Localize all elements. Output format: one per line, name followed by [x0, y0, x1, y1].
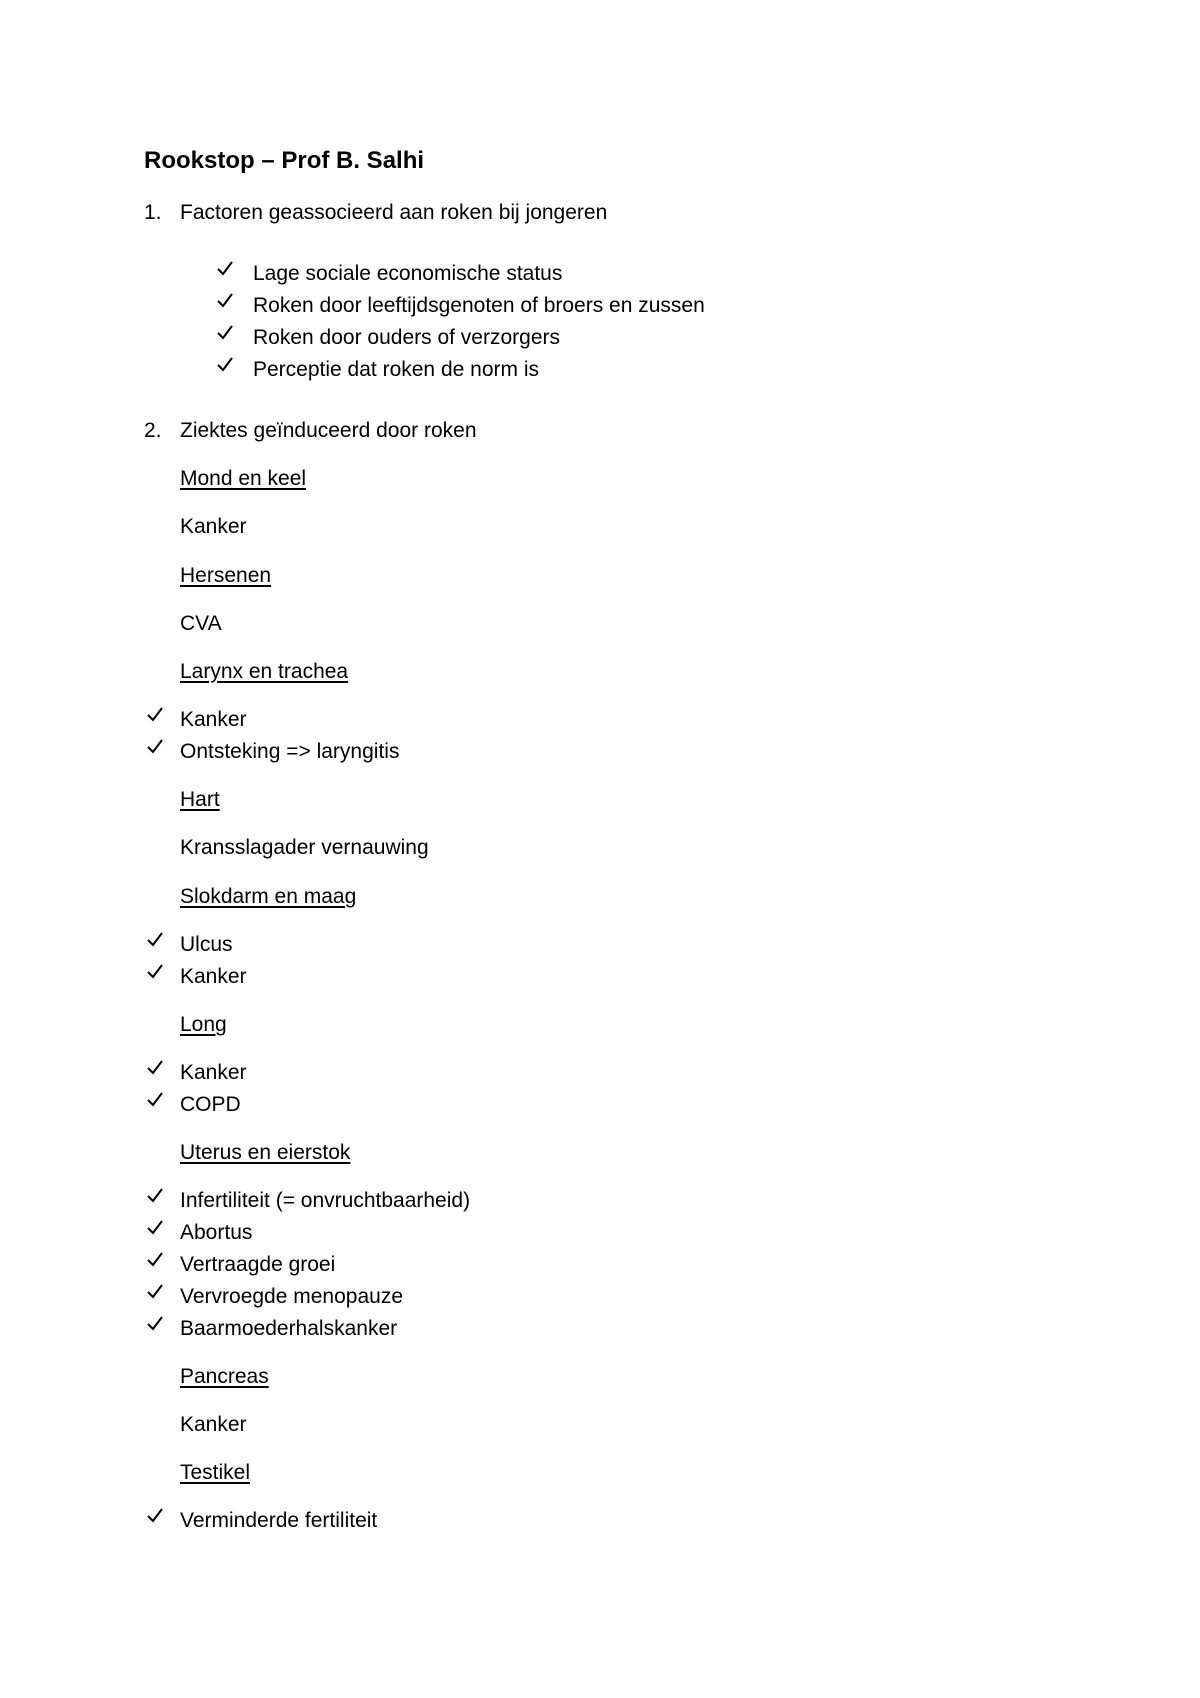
- group-heading: Slokdarm en maag: [180, 885, 357, 908]
- group-heading: Larynx en trachea: [180, 660, 349, 683]
- group-heading: Pancreas: [180, 1365, 269, 1388]
- group-heading: Hart: [180, 788, 220, 811]
- list-item: COPD: [180, 1093, 241, 1116]
- list-item: Roken door ouders of verzorgers: [253, 326, 560, 349]
- checkmark-icon: [216, 323, 234, 341]
- group-text: CVA: [180, 612, 222, 635]
- list-item: Ontsteking => laryngitis: [180, 740, 400, 763]
- list-item: Kanker: [180, 1061, 247, 1084]
- checkmark-icon: [216, 259, 234, 277]
- list-item: Vertraagde groei: [180, 1253, 336, 1276]
- list-item: Baarmoederhalskanker: [180, 1317, 398, 1340]
- group-text: Kanker: [180, 515, 247, 538]
- checkmark-icon: [146, 1250, 164, 1268]
- list-item: Lage sociale economische status: [253, 262, 563, 285]
- group-heading: Hersenen: [180, 564, 272, 587]
- list-item: Kanker: [180, 965, 247, 988]
- list-item: Abortus: [180, 1221, 253, 1244]
- page-title: Rookstop – Prof B. Salhi: [144, 147, 425, 174]
- checkmark-icon: [146, 1282, 164, 1300]
- section-heading: Ziektes geïnduceerd door roken: [180, 419, 477, 442]
- list-item: Vervroegde menopauze: [180, 1285, 403, 1308]
- group-text: Kransslagader vernauwing: [180, 836, 429, 859]
- checkmark-icon: [146, 705, 164, 723]
- list-item: Ulcus: [180, 933, 233, 956]
- checkmark-icon: [146, 930, 164, 948]
- checkmark-icon: [216, 291, 234, 309]
- checkmark-icon: [146, 1218, 164, 1236]
- checkmark-icon: [146, 1186, 164, 1204]
- checkmark-icon: [146, 1506, 164, 1524]
- list-item: Roken door leeftijdsgenoten of broers en zussen: [253, 294, 705, 317]
- checkmark-icon: [146, 1058, 164, 1076]
- checkmark-icon: [146, 1314, 164, 1332]
- list-item: Verminderde fertiliteit: [180, 1509, 378, 1532]
- group-heading: Uterus en eierstok: [180, 1141, 351, 1164]
- group-heading: Long: [180, 1013, 227, 1036]
- checkmark-icon: [146, 1090, 164, 1108]
- list-item: Infertiliteit (= onvruchtbaarheid): [180, 1189, 471, 1212]
- section-number: 2.: [144, 419, 162, 442]
- group-text: Kanker: [180, 1413, 247, 1436]
- list-item: Kanker: [180, 708, 247, 731]
- group-heading: Mond en keel: [180, 467, 307, 490]
- group-heading: Testikel: [180, 1461, 251, 1484]
- checkmark-icon: [216, 355, 234, 373]
- section-number: 1.: [144, 201, 162, 224]
- section-heading: Factoren geassocieerd aan roken bij jongeren: [180, 201, 608, 224]
- checkmark-icon: [146, 962, 164, 980]
- checkmark-icon: [146, 737, 164, 755]
- list-item: Perceptie dat roken de norm is: [253, 358, 539, 381]
